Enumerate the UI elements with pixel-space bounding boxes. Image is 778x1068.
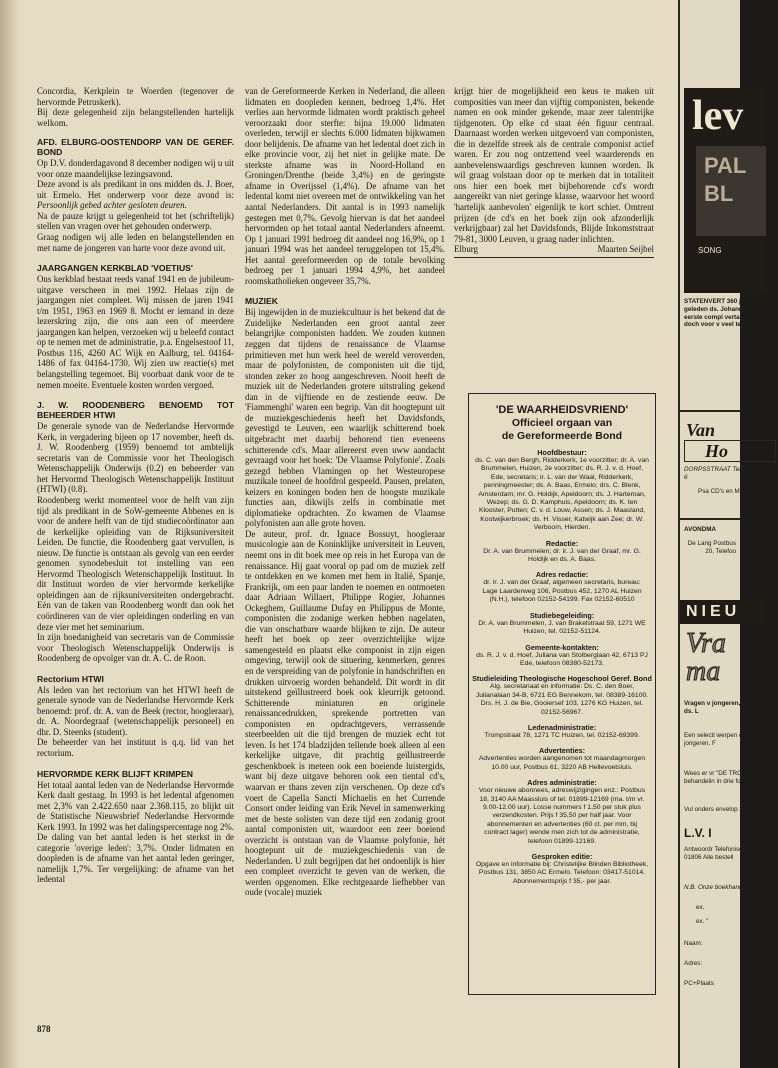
colophon-section-body: Advertenties worden aangenomen tot maandagmorgen 10.00 uur, Postbus 61, 3220 AB Hellevoetsluis. xyxy=(478,755,646,771)
colophon-sections xyxy=(469,448,655,886)
ad-text: Antwoordr Telefonisch Tel. 01806 Alle bestell xyxy=(684,846,758,861)
colophon-subtitle: de Gereformeerde Bond xyxy=(501,429,623,442)
colophon-section-heading: Gemeente-kontakten: xyxy=(525,642,599,652)
colophon-section-heading: Studieleiding Theologische Hogeschool Geref. Bond xyxy=(472,674,652,684)
ad-text: N.B. Onze boekhande xyxy=(684,884,746,891)
paragraph: Bij ingewijden in de muziekcultuur is het bekend dat de Zuidelijke Nederlanden een groot aantal zeer belangrijke componisten hadden. We zouden kunnen zeggen dat tijdens de renaissance de Vlaamse primitieven met hun werk heel de wereld veroverden, maar de polyfonisten, de componisten uit die tijd, stonden zeker zo hoog aangeschreven. Nooit heeft de muziek uit de Nederlanden grotere uitstraling gekend dan in de vijftiende en de zestiende eeuw. De 'Fiammenghi' waren een begrip. Van dit hoogtepunt uit de muziekgeschiedenis heeft het Davidsfonds, gevestigd te Leuven, een waarlijk schitterend boek uitgebracht met daarbij behorend tien eveneens schitterende cd's. Maar allereerst even uww aandacht gevraagd voor het boek: 'De Vlaamse Polyfonie'. Zoals gezegd hebben Vlamingen op het Westeuropese muzikale toneel de hoofdrol gespeeld. Pausen, prelaten, keizers en koningen boden hen de hoogste muzikale functies aan, dikwijls zelfs in combinatie met diplomatieke opdrachten. Zo kwamen de Vlaamse polyfonisten aan alle grote hoven. xyxy=(245,307,445,529)
book-cover-image: PAL BL xyxy=(696,146,766,236)
signature-author: Maarten Seijbel xyxy=(597,244,654,255)
signature-line xyxy=(454,244,654,255)
paragraph-text: Deze avond is als predikant in ons midden ds. J. Boer, uit Ermelo. Het onderwerp voor deze avond is: xyxy=(37,179,234,200)
book-advertisement xyxy=(684,88,764,293)
ad-text: De Lang Postbus 20, Telefoo xyxy=(687,540,736,555)
paragraph: Graag nodigen wij alle leden en belangstellenden en met name de jongeren van harte voor deze avond uit. xyxy=(37,232,234,253)
ad-caption: SONG xyxy=(698,246,722,255)
colophon-section xyxy=(469,723,655,740)
ad-text: Wees er vr "DE TROC behandelin in drie form xyxy=(684,770,749,785)
colophon-section-heading: Hoofdbestuur: xyxy=(537,448,587,457)
colophon-box xyxy=(468,393,656,995)
ad-logo: Ho xyxy=(684,440,776,462)
paragraph: krijgt hier de mogelijkheid een keus te maken uit composities van meer dan vijftig componisten, bekende namen en ook minder gekende, maar zeer talentrijke tijdgenoten. Op elke cd staat één figuur centraal. Daarnaast worden werken uitgevoerd van componisten, die in dezelfde streek als de centrale componist actief waren. Er zou nog ontzettend veel waarderends en aanbevelenswaardigs geschreven kunnen worden. Ik wil graag volstaan door op te merken dat in totaliteit ons hier een boek met bijbehorende cd's wordt aangereikt van niet geringe klasse, waarvoor het woord 'hartelijk aanbevolen' eigenlijk te kort schiet. Omtrent prijzen (de cd's en het boek zijn ook afzonderlijk verkrijgbaar) zal het Davidsfonds, Blijde Inkomststraat 79-81, 3000 Leuven, u graag nader inlichten. xyxy=(454,86,654,244)
ad-text: Vragen v jongeren, door ds. L xyxy=(684,700,757,715)
ad-text: STATENVERT 360 jaar geleden ds. Johannes eerste compl vertaling. Ee doch voor v veel te moei xyxy=(684,298,763,329)
colophon-section-heading: Gesproken editie: xyxy=(531,852,593,861)
colophon-section-body: Opgave en informatie bij: Christelijke Blinden Bibliotheek, Postbus 131, 3850 AC Ermelo. Telefoon: 03417-51014. Abonnementsprijs f 35,- per jaar. xyxy=(475,861,649,885)
ad-heading: AVONDMA xyxy=(684,526,717,533)
colophon-section xyxy=(469,852,655,886)
column-1 xyxy=(37,86,234,885)
ad-banner: NIEU xyxy=(680,600,766,624)
colophon-subtitle: Officieel orgaan van xyxy=(511,417,613,429)
paragraph: Roodenberg werkt momenteel voor de helft van zijn tijd als predikant in de SoW-gemeente Abbenes en is voor de andere helft van de tijd studiecoördinator aan de kerkelijke opleiding van de Rijksuniversiteit Leiden. De functie, die Roodenberg gaat vervullen, is nieuw. De functie is ontstaan als gevolg van een eerder genomen synodebesluit tot instelling van een Hervormd Theologisch Wetenschappelijk Instituut. In dit Instituut worden de vier hervormde kerkelijke opleidingen aan de rijksuniversiteiten ondergebracht. Eén van de taken van Roodenberg wordt dan ook het coördineren van de vier opleidingen onderling en van deze vier met het seminarium. xyxy=(37,494,234,632)
paragraph: Als leden van het rectorium van het HTWI heeft de generale synode van de Nederlandse Hervormde Kerk benoemd: prof. dr. A. van de Beek (rector, hoogleraar), dr. A. Noordegraaf (wetenschappelijk personeel) en dhr. D. Steenks (student). xyxy=(37,684,234,737)
colophon-section-body: ds. C. van den Bergh, Ridderkerk, 1e voorzitter; dr. A. van Brummelen, Huizen, 2e voorzitter; ds. R. J. v. d. Hoef, Ede, secretaris; ir. L. van der Waal, Ridderkerk, penningmeester; ds. A. Baas, Ermelo; drs. C. Blenk, Amsterdam; mr. G. Holdijk, Apeldoorn; ds. J. Harteman, Wezep; ds. G. D. Kamphuis, Apeldoorn; ds. K. ten Klooster, Putten; C. v. d. Louw, Assen; ds. J. Maasland, Kootwijkerbroek; ds. H. Visser, Katwijk aan Zee; dr. W. Verboom, Hierden. xyxy=(475,457,649,532)
section-heading: JAARGANGEN KERKBLAD 'VOETIUS' xyxy=(37,263,193,274)
page-gutter xyxy=(0,0,20,1068)
paragraph xyxy=(37,179,234,211)
signature-place: Elburg xyxy=(454,244,478,255)
advertisement-strip xyxy=(678,0,763,1068)
ad-heading: lev xyxy=(692,93,744,139)
colophon-section-heading: Ledenadministratie: xyxy=(527,722,597,732)
paragraph: Het totaal aantal leden van de Nederlandse Hervormde Kerk daalt gestaag. In 1993 is het ledental afgenomen met 2,3% van 2.422.650 naar 2.368.115, zo blijkt uit de Statistische Nieuwsbrief Nederlandse Hervormde Kerk 1993. In 1992 was het dalingspercentage nog 2%. De daling van het aantal leden is het sterkst in de categorie 'overige leden': 3,7%. Onder lidmaten en doopleden is de afname van het aantal leden geringer, namelijk 1,7%. Ter vergelijking: de afname van het ledental xyxy=(37,779,234,885)
section-heading: MUZIEK xyxy=(245,296,278,307)
paragraph: De generale synode van de Nederlandse Hervormde Kerk, in vergadering bijeen op 17 november, heeft ds. J. W. Roodenberg (1959) benoemd tot ambtelijk secretaris van de Commissie voor het Theologisch Wetenschappelijk Onderwijs (0.2) en beheerder van het Hervormd Theologisch Wetenschappelijk Instituut (HTWI) (0.8). xyxy=(37,421,234,495)
section-heading: J. W. ROODENBERG BENOEMD TOT BEHEERDER HTWI xyxy=(37,400,234,421)
colophon-section-body: ds. R. J. v. d. Hoef, Juliana van Stolberglaan 42, 6713 PJ Ede, telefoon 08380-52173. xyxy=(476,651,648,667)
colophon-title: 'DE WAARHEIDSVRIEND' xyxy=(495,404,629,416)
colophon-section xyxy=(469,674,655,717)
intro-paragraph: Bij deze gelegenheid zijn belangstellenden hartelijk welkom. xyxy=(37,107,234,128)
colophon-section xyxy=(469,539,655,565)
ad-text: DORPSSTRAAT Tel. 03418 6 xyxy=(684,466,762,481)
ad-logo: Van xyxy=(686,420,716,440)
divider xyxy=(454,257,654,258)
colophon-section-heading: Adres administratie: xyxy=(527,778,597,788)
colophon-section-heading: Advertenties: xyxy=(539,746,585,756)
colophon-section xyxy=(469,746,655,772)
colophon-section-heading: Adres redactie: xyxy=(535,570,589,580)
paragraph: van de Gereformeerde Kerken in Nederland, die alleen lidmaten en doopleden kennen, bedroeg 1,4%. Het verlies aan hervormde lidmaten wordt praktisch geheel veroorzaakt door sterfte: bijna 19.000 lidmaten overleden, terwijl er slechts 6.000 lidmaten bijkwamen door belijdenis. De afname van het ledental doet zich in elke provincie voor, zij het niet in gelijke mate. De sterkste afname was in Noord-Holland en Groningen/Drenthe (beide 3,4%) en de geringste afname in Overijssel (1,4%). De afname van het ledental komt niet overeen met de ontwikkeling van het aantal Nederlanders. Dit aantal is in 1993 namelijk gestegen met 0,7%. Gevolg hiervan is dat het aandeel hervormden op het totaal aantal Nederlanders afneemt. Op 1 januari 1991 bedroeg dit aandeel nog 16,9%, op 1 januari 1994 was het aandeel teruggelopen tot 15,4%. Het aantal gereformeerden op de totale bevolking bedroeg per 1 januari 1994 4,9%, het aandeel roomskatholieken ongeveer 35,7%. xyxy=(245,86,445,286)
form-label-name: Naam: xyxy=(684,940,703,947)
section-heading: HERVORMDE KERK BLIJFT KRIMPEN xyxy=(37,768,193,779)
colophon-section xyxy=(469,778,655,846)
colophon-section-body: Dr. A. van Brummelen, J. van Brakelstraat 59, 1271 WE Huizen, tel. 02152-51124. xyxy=(478,619,646,636)
paragraph: In zijn hoedanigheid van secretaris van de Commissie voor Theologisch Wetenschappelijk Onderwijs is Roodenberg de opvolger van dr. A. C. de Roon. xyxy=(37,632,234,664)
colophon-section-body: Voor nieuwe abonnees, adreswijzigingen enz.: Postbus 18, 3140 AA Maassluis of tel. 01899-12169 (ma. t/m vr. 9.00-12.00 uur). Losse nummers f 1,50 per stuk plus verzendkosten. Prijs f 35,50 per half jaar. Voor abonnementen en advertenties (60 ct. per mm, bij contract lager) wende men zich tot de administratie, telefoon 01899-12169. xyxy=(478,787,646,845)
colophon-section xyxy=(469,448,655,533)
colophon-section xyxy=(469,611,655,637)
colophon-section-body: dr. ir. J. van der Graaf, algemeen secretaris, bureau: Lage Laarderweg 106, Postbus 452, 1270 AL Huizen (N.H.), telefoon 02152-54199. Fax 02152-60510 xyxy=(482,579,642,604)
order-line[interactable]: ex. " xyxy=(696,918,709,925)
ad-text: Psa CD's en Musi xyxy=(698,488,748,495)
column-3 xyxy=(454,86,654,258)
form-label-address: Adres: xyxy=(684,960,703,967)
form-label-postcode: PC+Plaats xyxy=(684,980,714,987)
colophon-section-body: Trompstraat 78, 1271 TC Huizen, tel. 02152-69399. xyxy=(484,731,640,739)
order-line[interactable]: ex. xyxy=(696,904,705,911)
paragraph: De auteur, prof. dr. Ignace Bossuyt, hoogleraar musicologie aan de Koninklijke universiteit in Leuven, neemt ons in dit boek mee op reis in het Europa van de renaissance. Hij gaat vooral op pad om de muziek zelf te ontdekken en we komen met hem in Italië, Spanje, Frankrijk, om een paar landen te noemen en ontmoeten daar Adriaan Willaert, Philippe Rogier, Johannes Ockeghem, Guillaume Dufay en Philippus de Monte, componisten die zodanige werken hebben nagelaten, die van onschatbare waarde blijken te zijn. De auteur heeft het boek op zeer overzichtelijke wijze samengesteld en plaatst elke componist in zijn eigen omgeving, terwijl ook de situering, kenmerken, genres en de verspreiding van de polyfonie in handschriften en drukken uitvoerig worden behandeld. Dit wordt in dit uitstekend geïllustreerd boek ook kleurrijk getoond. Schitterende miniaturen en originele renaissancedrukken, sprekende portretten van componisten en opdrachtgevers, verrassende steerbeelden uit die tijd brengen de muziek echt tot leven. Is het 174 bladzijden tellende boek alleen al een kerkelijke uitgave, dit prachtig geïllustreerde geschenkboek is meteen ook een boeiende luistergids, want bij deze uitgave behoren ook een tiental cd's, waarvan er thans zeven zijn verschenen. Op deze cd's voert de Capella Sancti Michaelis en het Currende Consort onder leiding van Erik Nevel in samenwerking met de beste solisten van deze tijd een zodanig groot aantal componisten uit, waardoor een zeer boeiend overzicht is ontstaan van de Vlaamse polyfonie, hét hoogtepunt uit de muziekgeschiedenis van de Nederlanden. U zult begrijpen dat het ondoenlijk is hier een compleet overzicht te geven van de werken, die werden opgenomen. Elke rechtgeaarde liefhebber van oude (vocale) muziek xyxy=(245,528,445,898)
column-2 xyxy=(245,86,445,898)
divider xyxy=(680,518,740,520)
divider xyxy=(680,410,740,412)
colophon-section-heading: Redactie: xyxy=(545,538,579,548)
talk-title: Persoonlijk gebed achter gesloten deuren. xyxy=(37,200,187,211)
page-number: 878 xyxy=(37,1024,51,1034)
paragraph: Ons kerkblad bestaat reeds vanaf 1941 en de jubileum-uitgave verscheen in mei 1992. Helaas zijn de jaargangen niet compleet. Wij missen de jaren 1941 t/m 1951, 1963 en 1969 8. Mocht er iemand in deze lezerskring zijn, die ons aan een of meerdere jaargangen kan helpen, verzoeken wij u beleefd contact op te nemen met de administratie, p.a. Engelsestoof 11, Postbus 116, 4260 AC Wijk en Aalburg, tel. 04164-1486 of fax 04164-1730. Wij zien uw reactie(s) met belangstelling tegemoet. Bij voorbaat dank voor de te nemen moeite. Eventuele kosten worden vergoed. xyxy=(37,274,234,390)
paragraph: De beheerder van het instituut is q.q. lid van het rectorium. xyxy=(37,737,234,758)
section-heading: AFD. ELBURG-OOSTENDORP VAN DE GEREF. BOND xyxy=(37,137,234,158)
ad-heading: L.V. I xyxy=(684,826,712,840)
paragraph: Na de pauze krijgt u gelegenheid tot het (schriftelijk) stellen van vragen over het gehouden onderwerp. xyxy=(37,210,234,232)
colophon-section xyxy=(469,570,655,604)
paragraph: Op D.V. donderdagavond 8 december nodigen wij u uit voor onze maandelijkse lezingsavond. xyxy=(37,158,234,179)
intro-paragraph: Concordia, Kerkplein te Woerden (tegenover de hervormde Petruskerk). xyxy=(37,86,234,107)
ad-title: Vra ma xyxy=(686,628,726,687)
colophon-section-body: Alg. secretariaat en informatie: Ds. C. den Boer, Julianalaan 34-B, 6721 EG Bennekom, tel. 08389-16100. Drs. H. J. de Bie, Gooiersef 103, 1276 KG Huizen, tel. 02152-56967. xyxy=(475,683,649,716)
colophon-section xyxy=(469,643,655,669)
colophon-section-body: Dr. A. van Brummelen; dr. ir. J. van der Graaf, mr. G. Holdijk en ds. A. Baas. xyxy=(483,547,641,564)
colophon-section-heading: Studiebegeleiding: xyxy=(529,610,595,620)
ad-text: Vul onders envelop zo xyxy=(684,806,747,813)
ad-text: Een selecti werpen die jongeren. F xyxy=(684,732,748,747)
section-heading: Rectorium HTWI xyxy=(37,673,104,684)
